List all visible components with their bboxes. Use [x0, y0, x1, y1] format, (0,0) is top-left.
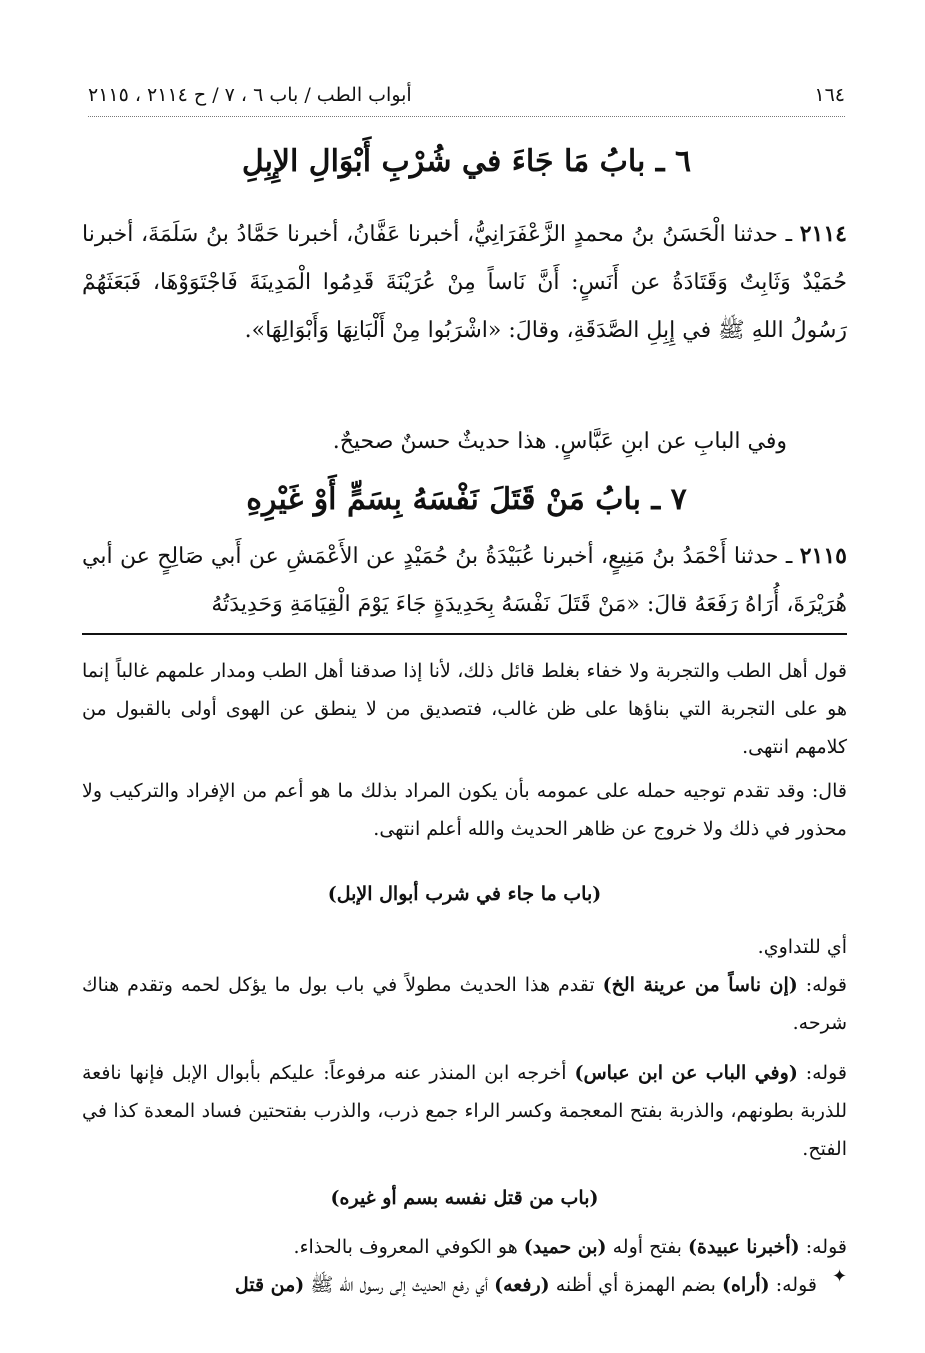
hadith-2115 — [82, 532, 847, 629]
page-header — [88, 82, 845, 117]
commentary-paragraph — [82, 1228, 847, 1266]
page-number: ١٦٤ — [814, 84, 845, 106]
qawluh: قوله: — [799, 1236, 847, 1258]
commentary-heading: (باب ما جاء في شرب أبوال الإبل) — [327, 883, 602, 905]
hadith-number: ٢١١٥ — [799, 543, 847, 569]
hadith-2114 — [82, 210, 847, 355]
chapter-6-title: ٦ ـ بابُ مَا جَاءَ في شُرْبِ أَبْوَالِ الإِبِلِ — [241, 144, 692, 179]
lemma: (وفي الباب عن ابن عباس) — [574, 1062, 798, 1084]
gloss: بضم الهمزة أي أظنه — [549, 1274, 722, 1296]
qawluh: قوله: — [797, 974, 847, 996]
bab-note: وفي البابِ عن ابنِ عَبَّاسٍ. هذا حديثٌ حسنٌ صحيحٌ. — [332, 429, 787, 454]
commentary-paragraph — [82, 966, 847, 1042]
hadith-number: ٢١١٤ — [799, 221, 847, 247]
commentary-paragraph — [82, 1054, 847, 1168]
qawluh: قوله: — [797, 1062, 847, 1084]
margin-star-icon: ✦ — [832, 1266, 848, 1287]
lemma: (أخبرنا عبيدة) — [688, 1236, 800, 1258]
footnote-divider — [82, 633, 847, 635]
commentary-heading: (باب من قتل نفسه بسم أو غيره) — [330, 1187, 599, 1209]
commentary-paragraph — [82, 1266, 817, 1304]
hadith-text: ـ حدثنا أَحْمَدُ بنُ مَنِيعٍ، أخبرنا عُبَيْدَةُ بنُ حُمَيْدٍ عن الأَعْمَشِ عن أَبي صَالِحٍ عن أبي هُرَيْرَةَ، أُرَاهُ رَفَعَهُ قالَ: «مَنْ قَتَلَ نَفْسَهُ بِحَدِيدَةٍ جَاءَ يَوْمَ الْقِيَامَةِ وَحَدِيدَتُهُ — [82, 544, 847, 617]
lemma: (أراه) — [722, 1274, 770, 1296]
gloss: أي رفع الحديث إلى رسول الله ﷺ — [304, 1274, 495, 1296]
lemma: (بن حميد) — [523, 1236, 607, 1258]
lemma: (رفعه) — [494, 1274, 550, 1296]
gloss: أخرجه ابن المنذر عنه مرفوعاً: عليكم بأبوال الإبل فإنها نافعة للذربة بطونهم، والذربة بفتح المعجمة وكسر الراء جمع ذرب، والذرب بفتحتين فساد المعدة كذا في الفتح. — [82, 1062, 847, 1160]
hadith-text: ـ حدثنا الْحَسَنُ بنُ محمدٍ الزَّعْفَرَانِيُّ، أخبرنا عَفَّانُ، أخبرنا حَمَّادُ بنُ سَلَمَةَ، أخبرنا حُمَيْدٌ وَثَابِتٌ وَقَتَادَةُ عن أَنَسٍ: أَنَّ نَاساً مِنْ عُرَيْنَةَ قَدِمُوا الْمَدِينَةَ فَاجْتَوَوْهَا، فَبَعَثَهُمْ رَسُولُ اللهِ ﷺ في إِبِلِ الصَّدَقَةِ، وقالَ: «اشْرَبُوا مِنْ أَلْبَانِهَا وَأَبْوَالِهَا». — [82, 222, 847, 343]
gloss: هو الكوفي المعروف بالحذاء. — [293, 1236, 524, 1258]
running-head: أبواب الطب / باب ٦ ، ٧ / ح ٢١١٤ ، ٢١١٥ — [88, 84, 412, 106]
qawluh: قوله: — [769, 1274, 817, 1296]
gloss: بفتح أوله — [606, 1236, 689, 1258]
chapter-7-title: ٧ ـ بابُ مَنْ قَتَلَ نَفْسَهُ بِسَمٍّ أَوْ غَيْرِهِ — [246, 482, 687, 517]
commentary-paragraph: قال: وقد تقدم توجيه حمله على عمومه بأن يكون المراد بذلك ما هو أعم من الإفراد والتركيب ولا محذور في ذلك ولا خروج عن ظاهر الحديث والله أعلم انتهى. — [82, 780, 847, 840]
gloss: تقدم هذا الحديث مطولاً في باب بول ما يؤكل لحمه وتقدم هناك شرحه. — [82, 974, 847, 1034]
lemma: (من قتل — [234, 1274, 305, 1296]
commentary-paragraph: قول أهل الطب والتجربة ولا خفاء بغلط قائل ذلك، لأنا إذا صدقنا أهل الطب ومدار علمهم غالباً إنما هو على التجربة التي بناؤها على ظن غالب، فتصديق من لا ينطق عن الهوى أولى بالقبول من كلامهم انتهى. — [82, 660, 847, 758]
lemma: (إن ناساً من عرينة الخ) — [602, 974, 798, 996]
commentary-paragraph: أي للتداوي. — [757, 936, 847, 958]
